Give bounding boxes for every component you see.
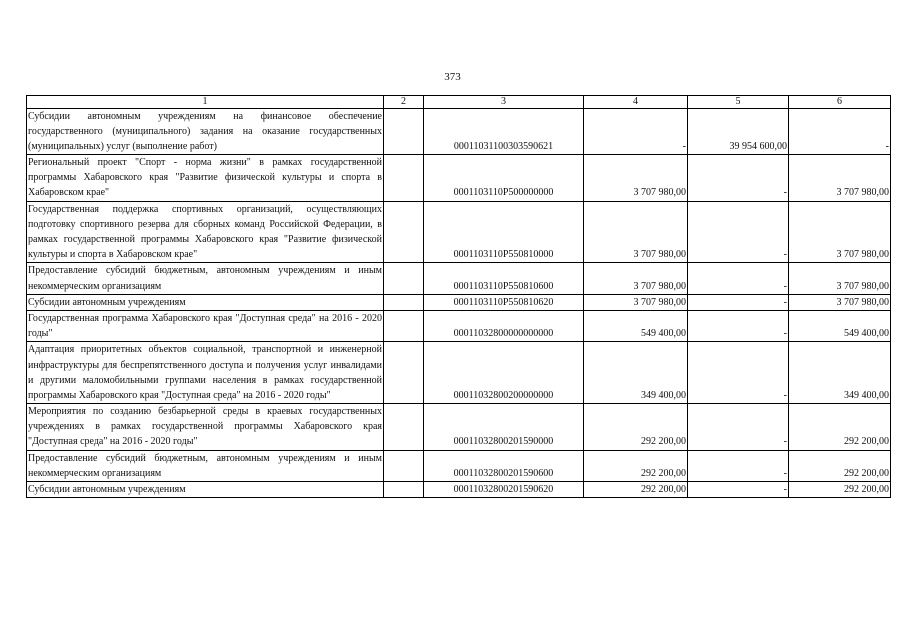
table-row [27,404,891,451]
row-code: 00011032800200000000 [424,342,584,404]
row-col4: 3 707 980,00 [584,294,688,310]
row-code: 00011032800201590600 [424,450,584,481]
row-col6: 549 400,00 [789,310,891,341]
table-row [27,108,891,155]
row-code: 0001103110P550810000 [424,201,584,263]
row-col5: - [688,450,789,481]
row-col4: 292 200,00 [584,450,688,481]
row-col4: 3 707 980,00 [584,263,688,294]
row-code: 00011031100303590621 [424,108,584,155]
row-col5: 39 954 600,00 [688,108,789,155]
row-col2 [384,450,424,481]
table-row [27,201,891,263]
row-col2 [384,482,424,498]
budget-table [26,95,891,498]
row-name: Мероприятия по созданию безбарьерной среды в краевых государственных учреждениях в рамках государственной программы Хабаровского края "Доступная среда" на 2016 - 2020 годы" [27,404,384,451]
column-header-5: 5 [688,96,789,109]
row-col6: - [789,108,891,155]
row-col6: 292 200,00 [789,450,891,481]
row-col2 [384,294,424,310]
row-name: Региональный проект "Спорт - норма жизни" в рамках государственной программы Хабаровского края "Развитие физической культуры и спорта в Хабаровском крае" [27,155,384,202]
page-number: 373 [444,71,461,83]
row-col6: 3 707 980,00 [789,155,891,202]
row-col5: - [688,263,789,294]
row-col5: - [688,201,789,263]
row-col2 [384,155,424,202]
row-col2 [384,201,424,263]
table-row [27,155,891,202]
row-col6: 349 400,00 [789,342,891,404]
table-row [27,450,891,481]
column-header-6: 6 [789,96,891,109]
row-col6: 3 707 980,00 [789,294,891,310]
row-code: 0001103110P500000000 [424,155,584,202]
row-name: Предоставление субсидий бюджетным, автономным учреждениям и иным некоммерческим организациям [27,450,384,481]
row-code: 00011032800000000000 [424,310,584,341]
table-row [27,310,891,341]
column-header-2: 2 [384,96,424,109]
row-col5: - [688,404,789,451]
row-code: 00011032800201590000 [424,404,584,451]
row-col2 [384,342,424,404]
row-col4: 3 707 980,00 [584,201,688,263]
table-row [27,294,891,310]
column-header-4: 4 [584,96,688,109]
row-col5: - [688,310,789,341]
row-col5: - [688,482,789,498]
column-header-3: 3 [424,96,584,109]
row-name: Субсидии автономным учреждениям на финансовое обеспечение государственного (муниципального) задания на оказание государственных (муниципальных) услуг (выполнение работ) [27,108,384,155]
row-col6: 3 707 980,00 [789,263,891,294]
row-col4: 3 707 980,00 [584,155,688,202]
row-col2 [384,263,424,294]
table-body [27,108,891,498]
row-col6: 292 200,00 [789,404,891,451]
table-header [27,96,891,109]
row-name: Субсидии автономным учреждениям [27,482,384,498]
row-col4: - [584,108,688,155]
table-row [27,482,891,498]
row-col4: 549 400,00 [584,310,688,341]
row-name: Адаптация приоритетных объектов социальной, транспортной и инженерной инфраструктуры для беспрепятственного доступа и получения услуг инвалидами и другими маломобильными группами населения в рамках государственной программы Хабаровского края "Доступная среда" на 2016 - 2020 годы" [27,342,384,404]
table-row [27,263,891,294]
header-row [27,96,891,109]
row-code: 0001103110P550810600 [424,263,584,294]
row-code: 00011032800201590620 [424,482,584,498]
column-header-1: 1 [27,96,384,109]
row-name: Предоставление субсидий бюджетным, автономным учреждениям и иным некоммерческим организациям [27,263,384,294]
row-col4: 292 200,00 [584,482,688,498]
row-col5: - [688,155,789,202]
row-col4: 349 400,00 [584,342,688,404]
row-col5: - [688,342,789,404]
row-col4: 292 200,00 [584,404,688,451]
table-row [27,342,891,404]
row-col2 [384,310,424,341]
row-name: Государственная поддержка спортивных организаций, осуществляющих подготовку спортивного резерва для сборных команд Российской Федерации, в рамках государственной программы Хабаровского края "Развитие физической культуры и спорта в Хабаровском крае" [27,201,384,263]
row-col6: 3 707 980,00 [789,201,891,263]
row-col5: - [688,294,789,310]
row-name: Государственная программа Хабаровского края "Доступная среда" на 2016 - 2020 годы" [27,310,384,341]
row-col6: 292 200,00 [789,482,891,498]
row-name: Субсидии автономным учреждениям [27,294,384,310]
row-col2 [384,404,424,451]
row-col2 [384,108,424,155]
row-code: 0001103110P550810620 [424,294,584,310]
